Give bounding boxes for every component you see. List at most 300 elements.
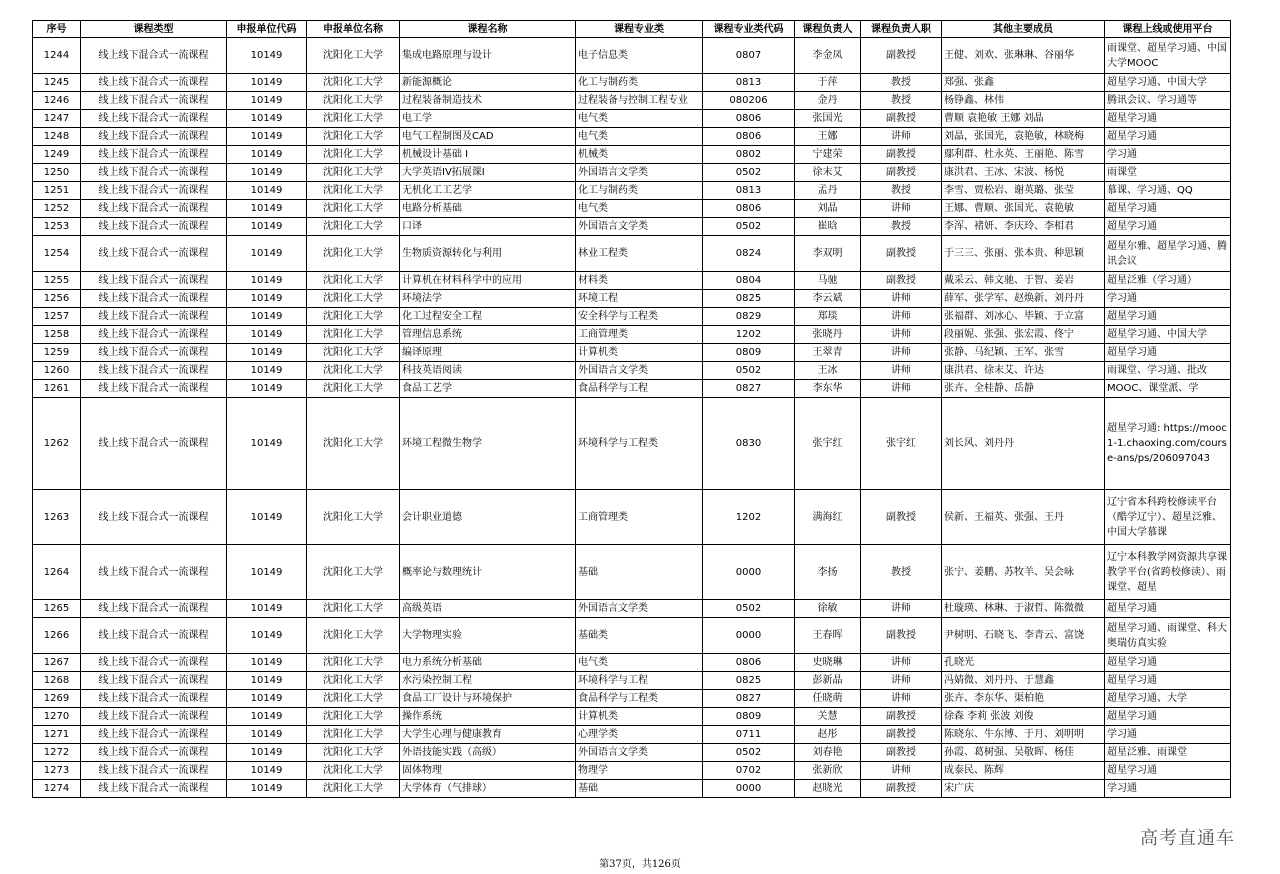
cell-category: 电气类 — [576, 110, 703, 128]
cell-category-code: 0000 — [703, 780, 795, 798]
cell-members: 宋广庆 — [942, 780, 1105, 798]
cell-category: 环境工程 — [576, 290, 703, 308]
cell-members: 张福群、刘冰心、毕颖、于立富 — [942, 308, 1105, 326]
cell-members: 于三三、张丽、张本贵、种思颖 — [942, 236, 1105, 272]
table-row — [33, 308, 1231, 326]
cell-category: 环境科学与工程类 — [576, 398, 703, 490]
cell-school: 沈阳化工大学 — [307, 272, 400, 290]
cell-type: 线上线下混合式一流课程 — [81, 362, 227, 380]
cell-type: 线上线下混合式一流课程 — [81, 672, 227, 690]
cell-code: 10149 — [227, 326, 307, 344]
cell-course-name: 机械设计基础 I — [400, 146, 576, 164]
cell-code: 10149 — [227, 726, 307, 744]
cell-course-name: 环境法学 — [400, 290, 576, 308]
cell-category: 基础 — [576, 780, 703, 798]
cell-course-name: 电工学 — [400, 110, 576, 128]
cell-platform: 超星学习通、大学 — [1105, 690, 1231, 708]
table-row — [33, 218, 1231, 236]
cell-school: 沈阳化工大学 — [307, 690, 400, 708]
table-row — [33, 362, 1231, 380]
table-row — [33, 618, 1231, 654]
cell-no: 1244 — [33, 38, 81, 74]
cell-no: 1253 — [33, 218, 81, 236]
cell-category: 食品科学与工程类 — [576, 690, 703, 708]
cell-members: 徐森 李莉 张波 刘俊 — [942, 708, 1105, 726]
table-row — [33, 744, 1231, 762]
cell-code: 10149 — [227, 762, 307, 780]
header-platform: 课程上线或使用平台 — [1105, 21, 1231, 38]
cell-category-code: 0000 — [703, 618, 795, 654]
cell-platform: 雨课堂 — [1105, 164, 1231, 182]
cell-school: 沈阳化工大学 — [307, 618, 400, 654]
cell-category-code: 1202 — [703, 490, 795, 545]
cell-platform: 超星学习通 — [1105, 672, 1231, 690]
table-row — [33, 146, 1231, 164]
table-row — [33, 380, 1231, 398]
cell-lead: 赵晓光 — [795, 780, 861, 798]
cell-category: 食品科学与工程 — [576, 380, 703, 398]
cell-type: 线上线下混合式一流课程 — [81, 308, 227, 326]
cell-code: 10149 — [227, 200, 307, 218]
cell-lead: 关慧 — [795, 708, 861, 726]
cell-platform: 超星学习通 — [1105, 218, 1231, 236]
cell-type: 线上线下混合式一流课程 — [81, 380, 227, 398]
cell-platform: 超星尔雅、超星学习通、腾讯会议 — [1105, 236, 1231, 272]
cell-lead: 徐末艾 — [795, 164, 861, 182]
cell-members: 孙霞、葛树强、吴敬晖、杨佳 — [942, 744, 1105, 762]
cell-code: 10149 — [227, 92, 307, 110]
cell-lead-title: 教授 — [861, 74, 942, 92]
cell-code: 10149 — [227, 308, 307, 326]
cell-course-name: 大学体育（气排球） — [400, 780, 576, 798]
table-row — [33, 344, 1231, 362]
cell-lead: 李金凤 — [795, 38, 861, 74]
table-row — [33, 128, 1231, 146]
page-footer: 第37页，共126页 — [599, 859, 681, 870]
cell-platform: 超星学习通 — [1105, 600, 1231, 618]
cell-category-code: 0502 — [703, 744, 795, 762]
cell-code: 10149 — [227, 490, 307, 545]
cell-code: 10149 — [227, 545, 307, 600]
cell-type: 线上线下混合式一流课程 — [81, 218, 227, 236]
cell-type: 线上线下混合式一流课程 — [81, 490, 227, 545]
cell-category-code: 0702 — [703, 762, 795, 780]
cell-code: 10149 — [227, 344, 307, 362]
cell-lead-title: 副教授 — [861, 146, 942, 164]
cell-lead: 张晓丹 — [795, 326, 861, 344]
cell-members: 刘长风、刘丹丹 — [942, 398, 1105, 490]
cell-lead: 宁建荣 — [795, 146, 861, 164]
watermark-text: 高考直通车 — [1140, 828, 1235, 849]
cell-lead-title: 讲师 — [861, 344, 942, 362]
cell-no: 1250 — [33, 164, 81, 182]
cell-code: 10149 — [227, 146, 307, 164]
cell-lead-title: 副教授 — [861, 780, 942, 798]
cell-type: 线上线下混合式一流课程 — [81, 74, 227, 92]
cell-type: 线上线下混合式一流课程 — [81, 182, 227, 200]
cell-platform: 学习通 — [1105, 290, 1231, 308]
cell-code: 10149 — [227, 708, 307, 726]
cell-course-name: 管理信息系统 — [400, 326, 576, 344]
cell-category-code: 0813 — [703, 182, 795, 200]
cell-school: 沈阳化工大学 — [307, 74, 400, 92]
header-no: 序号 — [33, 21, 81, 38]
table-row — [33, 708, 1231, 726]
cell-platform: 雨课堂、超星学习通、中国大学MOOC — [1105, 38, 1231, 74]
cell-code: 10149 — [227, 654, 307, 672]
cell-platform: 超星学习通 — [1105, 308, 1231, 326]
cell-school: 沈阳化工大学 — [307, 344, 400, 362]
cell-type: 线上线下混合式一流课程 — [81, 146, 227, 164]
cell-course-name: 食品工厂设计与环境保护 — [400, 690, 576, 708]
cell-code: 10149 — [227, 362, 307, 380]
cell-course-name: 大学物理实验 — [400, 618, 576, 654]
cell-platform: 雨课堂、学习通、批改 — [1105, 362, 1231, 380]
cell-school: 沈阳化工大学 — [307, 600, 400, 618]
cell-lead: 郑琰 — [795, 308, 861, 326]
header-lead-title: 课程负责人职 — [861, 21, 942, 38]
cell-members: 王健、刘欢、张琳琳、谷丽华 — [942, 38, 1105, 74]
cell-category-code: 0502 — [703, 164, 795, 182]
cell-members: 李浑、褚妍、李庆玲、李相君 — [942, 218, 1105, 236]
cell-category-code: 0502 — [703, 218, 795, 236]
cell-course-name: 口译 — [400, 218, 576, 236]
cell-school: 沈阳化工大学 — [307, 762, 400, 780]
cell-category-code: 0825 — [703, 290, 795, 308]
cell-category-code: 0711 — [703, 726, 795, 744]
cell-category: 基础类 — [576, 618, 703, 654]
cell-category: 基础 — [576, 545, 703, 600]
cell-no: 1262 — [33, 398, 81, 490]
cell-category: 外国语言文学类 — [576, 164, 703, 182]
cell-category-code: 0806 — [703, 128, 795, 146]
cell-no: 1273 — [33, 762, 81, 780]
cell-category-code: 0000 — [703, 545, 795, 600]
cell-code: 10149 — [227, 618, 307, 654]
cell-course-name: 操作系统 — [400, 708, 576, 726]
cell-school: 沈阳化工大学 — [307, 744, 400, 762]
cell-course-name: 编译原理 — [400, 344, 576, 362]
cell-category-code: 0806 — [703, 200, 795, 218]
cell-category: 安全科学与工程类 — [576, 308, 703, 326]
cell-no: 1271 — [33, 726, 81, 744]
header-lead: 课程负责人 — [795, 21, 861, 38]
cell-lead-title: 副教授 — [861, 618, 942, 654]
cell-members: 薛军、张学军、赵焕新、刘丹丹 — [942, 290, 1105, 308]
cell-code: 10149 — [227, 398, 307, 490]
cell-type: 线上线下混合式一流课程 — [81, 110, 227, 128]
cell-platform: 超星学习通 — [1105, 654, 1231, 672]
cell-lead: 王娜 — [795, 128, 861, 146]
cell-type: 线上线下混合式一流课程 — [81, 272, 227, 290]
cell-school: 沈阳化工大学 — [307, 38, 400, 74]
course-table — [32, 20, 1231, 798]
cell-lead-title: 教授 — [861, 545, 942, 600]
cell-code: 10149 — [227, 218, 307, 236]
table-row — [33, 200, 1231, 218]
table-row — [33, 545, 1231, 600]
cell-school: 沈阳化工大学 — [307, 726, 400, 744]
cell-no: 1272 — [33, 744, 81, 762]
cell-school: 沈阳化工大学 — [307, 92, 400, 110]
cell-course-name: 集成电路原理与设计 — [400, 38, 576, 74]
cell-lead: 张新欣 — [795, 762, 861, 780]
cell-no: 1249 — [33, 146, 81, 164]
table-row — [33, 182, 1231, 200]
cell-no: 1252 — [33, 200, 81, 218]
cell-no: 1261 — [33, 380, 81, 398]
cell-category-code: 0806 — [703, 110, 795, 128]
cell-lead-title: 副教授 — [861, 726, 942, 744]
cell-category-code: 0806 — [703, 654, 795, 672]
cell-no: 1246 — [33, 92, 81, 110]
cell-members: 刘晶，张国光，袁艳敏，林晓梅 — [942, 128, 1105, 146]
cell-no: 1256 — [33, 290, 81, 308]
cell-category: 计算机类 — [576, 708, 703, 726]
cell-platform: 学习通 — [1105, 726, 1231, 744]
cell-lead-title: 讲师 — [861, 362, 942, 380]
cell-course-name: 科技英语阅读 — [400, 362, 576, 380]
cell-platform: 超星学习通 — [1105, 128, 1231, 146]
cell-lead-title: 副教授 — [861, 38, 942, 74]
table-row — [33, 38, 1231, 74]
header-category-code: 课程专业类代码 — [703, 21, 795, 38]
cell-type: 线上线下混合式一流课程 — [81, 236, 227, 272]
cell-course-name: 环境工程微生物学 — [400, 398, 576, 490]
cell-category-code: 0825 — [703, 672, 795, 690]
cell-course-name: 生物质资源转化与利用 — [400, 236, 576, 272]
cell-type: 线上线下混合式一流课程 — [81, 164, 227, 182]
cell-members: 康洪君、王冰、宋波、杨悦 — [942, 164, 1105, 182]
cell-school: 沈阳化工大学 — [307, 398, 400, 490]
cell-category: 物理学 — [576, 762, 703, 780]
cell-category: 电气类 — [576, 128, 703, 146]
cell-members: 张宁、姜鹏、苏牧羊、吴会咏 — [942, 545, 1105, 600]
cell-platform: 超星学习通 — [1105, 762, 1231, 780]
cell-category-code: 0824 — [703, 236, 795, 272]
cell-category-code: 0502 — [703, 362, 795, 380]
cell-lead-title: 张宇红 — [861, 398, 942, 490]
cell-no: 1267 — [33, 654, 81, 672]
cell-platform: 学习通 — [1105, 780, 1231, 798]
cell-category: 心理学类 — [576, 726, 703, 744]
cell-no: 1257 — [33, 308, 81, 326]
cell-platform: 超星学习通 — [1105, 110, 1231, 128]
cell-lead: 李双明 — [795, 236, 861, 272]
cell-code: 10149 — [227, 600, 307, 618]
cell-category: 外国语言文学类 — [576, 600, 703, 618]
cell-no: 1259 — [33, 344, 81, 362]
cell-lead-title: 讲师 — [861, 690, 942, 708]
cell-school: 沈阳化工大学 — [307, 164, 400, 182]
cell-category: 过程装备与控制工程专业 — [576, 92, 703, 110]
cell-lead-title: 讲师 — [861, 600, 942, 618]
cell-lead: 李扬 — [795, 545, 861, 600]
cell-members: 王娜、曹顺、张国光、袁艳敏 — [942, 200, 1105, 218]
cell-lead-title: 讲师 — [861, 762, 942, 780]
cell-no: 1251 — [33, 182, 81, 200]
cell-members: 张静、马纪颖、王军、张雪 — [942, 344, 1105, 362]
cell-lead: 马驰 — [795, 272, 861, 290]
table-row — [33, 600, 1231, 618]
table-row — [33, 74, 1231, 92]
cell-lead-title: 教授 — [861, 92, 942, 110]
cell-school: 沈阳化工大学 — [307, 218, 400, 236]
cell-platform: 慕课、学习通、QQ — [1105, 182, 1231, 200]
cell-school: 沈阳化工大学 — [307, 290, 400, 308]
cell-course-name: 化工过程安全工程 — [400, 308, 576, 326]
table-row — [33, 110, 1231, 128]
cell-type: 线上线下混合式一流课程 — [81, 600, 227, 618]
cell-type: 线上线下混合式一流课程 — [81, 326, 227, 344]
cell-type: 线上线下混合式一流课程 — [81, 780, 227, 798]
cell-school: 沈阳化工大学 — [307, 110, 400, 128]
table-row — [33, 726, 1231, 744]
cell-lead: 王春晖 — [795, 618, 861, 654]
cell-code: 10149 — [227, 744, 307, 762]
table-row — [33, 272, 1231, 290]
cell-category-code: 0830 — [703, 398, 795, 490]
cell-category-code: 0502 — [703, 600, 795, 618]
table-row — [33, 290, 1231, 308]
cell-members: 郑强、张鑫 — [942, 74, 1105, 92]
cell-lead-title: 副教授 — [861, 272, 942, 290]
cell-no: 1265 — [33, 600, 81, 618]
cell-members: 尹树明、石晓飞、李青云、富饶 — [942, 618, 1105, 654]
cell-members: 侯新、王福英、张强、王丹 — [942, 490, 1105, 545]
cell-school: 沈阳化工大学 — [307, 182, 400, 200]
cell-course-name: 水污染控制工程 — [400, 672, 576, 690]
cell-platform: MOOC、课堂派、学 — [1105, 380, 1231, 398]
header-row — [33, 21, 1231, 38]
cell-members: 陈晓东、牛东博、于月、刘明明 — [942, 726, 1105, 744]
cell-school: 沈阳化工大学 — [307, 380, 400, 398]
cell-category-code: 0827 — [703, 690, 795, 708]
cell-platform: 超星泛雅、雨课堂 — [1105, 744, 1231, 762]
table-row — [33, 326, 1231, 344]
cell-category: 机械类 — [576, 146, 703, 164]
cell-type: 线上线下混合式一流课程 — [81, 398, 227, 490]
header-course-name: 课程名称 — [400, 21, 576, 38]
cell-school: 沈阳化工大学 — [307, 308, 400, 326]
cell-no: 1269 — [33, 690, 81, 708]
cell-course-name: 电力系统分析基础 — [400, 654, 576, 672]
cell-course-name: 会计职业道德 — [400, 490, 576, 545]
cell-lead: 史晓琳 — [795, 654, 861, 672]
cell-school: 沈阳化工大学 — [307, 200, 400, 218]
cell-lead: 王翠青 — [795, 344, 861, 362]
cell-type: 线上线下混合式一流课程 — [81, 92, 227, 110]
cell-code: 10149 — [227, 690, 307, 708]
cell-no: 1248 — [33, 128, 81, 146]
cell-code: 10149 — [227, 380, 307, 398]
cell-no: 1254 — [33, 236, 81, 272]
cell-school: 沈阳化工大学 — [307, 780, 400, 798]
header-code: 申报单位代码 — [227, 21, 307, 38]
cell-category-code: 0807 — [703, 38, 795, 74]
cell-school: 沈阳化工大学 — [307, 654, 400, 672]
cell-platform: 学习通 — [1105, 146, 1231, 164]
cell-type: 线上线下混合式一流课程 — [81, 290, 227, 308]
cell-code: 10149 — [227, 182, 307, 200]
cell-category-code: 0809 — [703, 344, 795, 362]
cell-no: 1266 — [33, 618, 81, 654]
cell-lead-title: 教授 — [861, 182, 942, 200]
cell-course-name: 外语技能实践（高级） — [400, 744, 576, 762]
cell-course-name: 概率论与数理统计 — [400, 545, 576, 600]
cell-category: 外国语言文学类 — [576, 218, 703, 236]
cell-no: 1260 — [33, 362, 81, 380]
cell-lead-title: 副教授 — [861, 236, 942, 272]
cell-lead-title: 副教授 — [861, 164, 942, 182]
cell-category: 电气类 — [576, 654, 703, 672]
cell-lead-title: 讲师 — [861, 326, 942, 344]
cell-platform: 超星学习通: https://mooc1-1.chaoxing.com/course-ans/ps/206097043 — [1105, 398, 1231, 490]
cell-lead-title: 讲师 — [861, 654, 942, 672]
cell-school: 沈阳化工大学 — [307, 708, 400, 726]
cell-type: 线上线下混合式一流课程 — [81, 128, 227, 146]
cell-school: 沈阳化工大学 — [307, 545, 400, 600]
cell-lead-title: 副教授 — [861, 110, 942, 128]
cell-category-code: 1202 — [703, 326, 795, 344]
cell-members: 张卉、全桂静、岳静 — [942, 380, 1105, 398]
cell-members: 曹顺 袁艳敏 王娜 刘晶 — [942, 110, 1105, 128]
cell-course-name: 新能源概论 — [400, 74, 576, 92]
cell-category-code: 0809 — [703, 708, 795, 726]
cell-school: 沈阳化工大学 — [307, 362, 400, 380]
cell-type: 线上线下混合式一流课程 — [81, 762, 227, 780]
cell-no: 1274 — [33, 780, 81, 798]
cell-no: 1264 — [33, 545, 81, 600]
cell-category: 化工与制药类 — [576, 74, 703, 92]
cell-code: 10149 — [227, 236, 307, 272]
cell-no: 1247 — [33, 110, 81, 128]
cell-lead: 王冰 — [795, 362, 861, 380]
cell-no: 1268 — [33, 672, 81, 690]
cell-code: 10149 — [227, 110, 307, 128]
cell-platform: 超星学习通 — [1105, 200, 1231, 218]
table-row — [33, 672, 1231, 690]
cell-category: 计算机类 — [576, 344, 703, 362]
cell-no: 1263 — [33, 490, 81, 545]
cell-members: 张卉、李东华、渠柏艳 — [942, 690, 1105, 708]
cell-school: 沈阳化工大学 — [307, 146, 400, 164]
cell-lead: 任晓萌 — [795, 690, 861, 708]
cell-type: 线上线下混合式一流课程 — [81, 344, 227, 362]
cell-platform: 超星学习通、中国大学 — [1105, 74, 1231, 92]
cell-type: 线上线下混合式一流课程 — [81, 38, 227, 74]
cell-lead-title: 讲师 — [861, 672, 942, 690]
cell-course-name: 高级英语 — [400, 600, 576, 618]
cell-course-name: 电路分析基础 — [400, 200, 576, 218]
cell-platform: 超星泛雅（学习通） — [1105, 272, 1231, 290]
cell-school: 沈阳化工大学 — [307, 672, 400, 690]
cell-lead: 李云斌 — [795, 290, 861, 308]
cell-lead: 赵彤 — [795, 726, 861, 744]
cell-platform: 辽宁本科教学网资源共享课教学平台(省跨校修读）、雨课堂、超星 — [1105, 545, 1231, 600]
cell-platform: 腾讯会议、学习通等 — [1105, 92, 1231, 110]
cell-members: 成泰民、陈辉 — [942, 762, 1105, 780]
cell-lead: 刘晶 — [795, 200, 861, 218]
cell-lead-title: 副教授 — [861, 490, 942, 545]
cell-type: 线上线下混合式一流课程 — [81, 618, 227, 654]
cell-category: 化工与制药类 — [576, 182, 703, 200]
cell-members: 李雪、贾松岩、谢英璐、张莹 — [942, 182, 1105, 200]
header-members: 其他主要成员 — [942, 21, 1105, 38]
cell-type: 线上线下混合式一流课程 — [81, 744, 227, 762]
cell-lead-title: 教授 — [861, 218, 942, 236]
cell-no: 1245 — [33, 74, 81, 92]
